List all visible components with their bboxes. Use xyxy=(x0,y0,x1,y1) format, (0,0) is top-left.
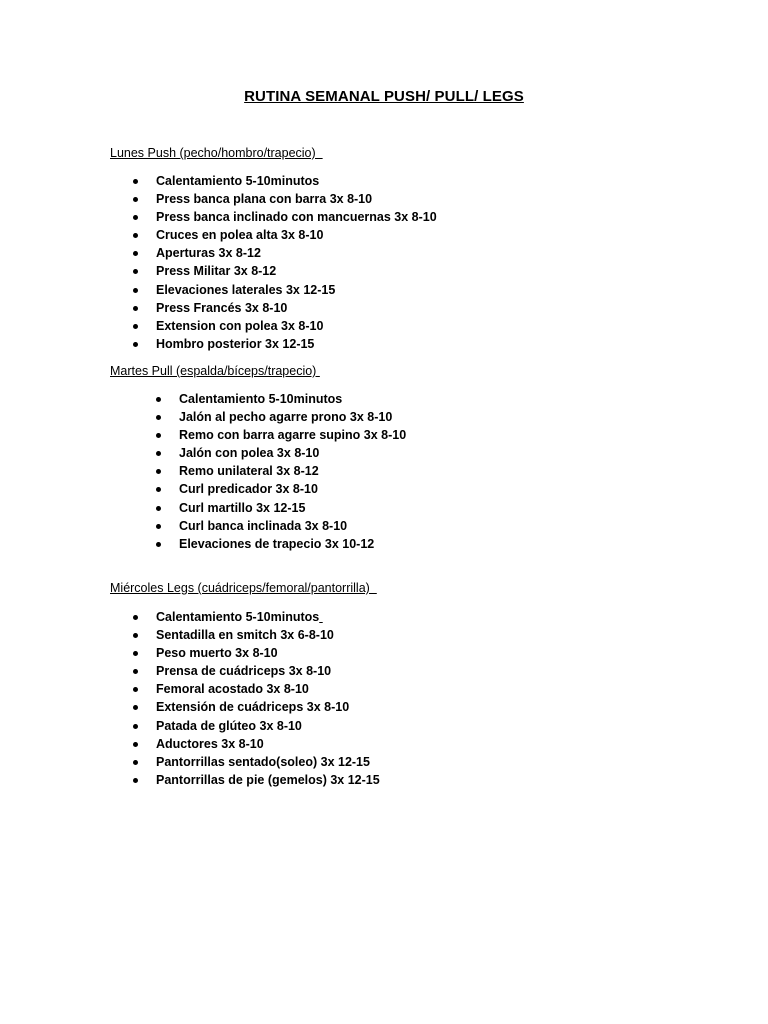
list-item xyxy=(110,408,406,426)
bullet-icon xyxy=(133,760,138,765)
list-item xyxy=(110,244,437,262)
list-item xyxy=(110,208,437,226)
list-item xyxy=(110,317,437,335)
bullet-icon xyxy=(133,633,138,638)
bullet-icon xyxy=(156,542,161,547)
list-item-text: Jalón con polea 3x 8-10 xyxy=(179,446,320,461)
list-item xyxy=(110,462,406,480)
list-item xyxy=(110,608,380,626)
list-item-text: Remo con barra agarre supino 3x 8-10 xyxy=(179,428,407,443)
list-item xyxy=(110,735,380,753)
bullet-icon xyxy=(133,197,138,202)
bullet-icon xyxy=(156,487,161,492)
list-item-text: Elevaciones laterales 3x 12-15 xyxy=(156,282,336,297)
list-item xyxy=(110,281,437,299)
list-item xyxy=(110,172,437,190)
list-item-text: Remo unilateral 3x 8-12 xyxy=(179,464,319,479)
list-item-text: Press Militar 3x 8-12 xyxy=(156,264,277,279)
bullet-icon xyxy=(133,251,138,256)
list-item-text: Cruces en polea alta 3x 8-10 xyxy=(156,228,324,243)
bullet-icon xyxy=(156,397,161,402)
bullet-icon xyxy=(156,451,161,456)
bullet-icon xyxy=(133,342,138,347)
list-item-text: Peso muerto 3x 8-10 xyxy=(156,646,278,661)
list-item-text: Calentamiento 5-10minutos xyxy=(179,392,343,406)
list-item xyxy=(110,299,437,317)
list-item-text: Press banca plana con barra 3x 8-10 xyxy=(156,192,373,207)
bullet-icon xyxy=(133,306,138,311)
list-item xyxy=(110,626,380,644)
list-item-text: Femoral acostado 3x 8-10 xyxy=(156,682,309,697)
list-item-text: Pantorrillas sentado(soleo) 3x 12-15 xyxy=(156,754,370,769)
list-item-text: Extensión de cuádriceps 3x 8-10 xyxy=(156,700,350,715)
bullet-icon xyxy=(133,215,138,220)
list-item-text: Curl banca inclinada 3x 8-10 xyxy=(179,518,348,533)
list-item xyxy=(110,662,380,680)
bullet-icon xyxy=(133,778,138,783)
list-item-text: Press banca inclinado con mancuernas 3x 8-10 xyxy=(156,210,437,225)
list-item-text: Calentamiento 5-10minutos xyxy=(156,174,320,188)
list-item xyxy=(110,680,380,698)
list-item xyxy=(110,190,437,208)
bullet-icon xyxy=(133,724,138,729)
list-item xyxy=(110,335,437,353)
list-item-text: Hombro posterior 3x 12-15 xyxy=(156,336,315,351)
bullet-icon xyxy=(133,687,138,692)
exercise-list-martes xyxy=(110,390,406,553)
list-item xyxy=(110,444,406,462)
bullet-icon xyxy=(133,324,138,329)
exercise-list-miercoles xyxy=(110,608,380,789)
bullet-icon xyxy=(156,506,161,511)
section-heading-miercoles: Miércoles Legs (cuádriceps/femoral/pantorrilla) xyxy=(110,581,377,595)
bullet-icon xyxy=(133,669,138,674)
list-item-text: Patada de glúteo 3x 8-10 xyxy=(156,718,302,733)
bullet-icon xyxy=(133,233,138,238)
section-heading-martes: Martes Pull (espalda/bíceps/trapecio) xyxy=(110,364,320,378)
list-item xyxy=(110,262,437,280)
bullet-icon xyxy=(133,615,138,620)
list-item xyxy=(110,426,406,444)
list-item xyxy=(110,698,380,716)
bullet-icon xyxy=(133,269,138,274)
bullet-icon xyxy=(156,415,161,420)
list-item xyxy=(110,644,380,662)
list-item-text: Curl predicador 3x 8-10 xyxy=(179,482,318,497)
bullet-icon xyxy=(156,469,161,474)
page-title: RUTINA SEMANAL PUSH/ PULL/ LEGS xyxy=(244,88,524,105)
bullet-icon xyxy=(133,705,138,710)
bullet-icon xyxy=(156,524,161,529)
bullet-icon xyxy=(133,651,138,656)
list-item-text: Prensa de cuádriceps 3x 8-10 xyxy=(156,664,332,679)
list-item xyxy=(110,717,380,735)
list-item xyxy=(110,480,406,498)
bullet-icon xyxy=(133,179,138,184)
list-item-text: Sentadilla en smitch 3x 6-8-10 xyxy=(156,628,334,643)
list-item xyxy=(110,771,380,789)
section-heading-lunes: Lunes Push (pecho/hombro/trapecio) xyxy=(110,146,323,160)
list-item-text: Aperturas 3x 8-12 xyxy=(156,246,261,261)
list-item xyxy=(110,226,437,244)
list-item xyxy=(110,390,406,408)
list-item-text: Jalón al pecho agarre prono 3x 8-10 xyxy=(179,410,393,425)
list-item-text: Elevaciones de trapecio 3x 10-12 xyxy=(179,536,375,551)
bullet-icon xyxy=(133,742,138,747)
list-item-text: Calentamiento 5-10minutos xyxy=(156,610,320,624)
list-item xyxy=(110,753,380,771)
bullet-icon xyxy=(156,433,161,438)
list-item-text: Pantorrillas de pie (gemelos) 3x 12-15 xyxy=(156,772,380,787)
list-item-text: Extension con polea 3x 8-10 xyxy=(156,318,324,333)
list-item xyxy=(110,535,406,553)
bullet-icon xyxy=(133,288,138,293)
list-item-text: Press Francés 3x 8-10 xyxy=(156,300,288,315)
exercise-list-lunes xyxy=(110,172,437,353)
list-item-text: Aductores 3x 8-10 xyxy=(156,736,264,751)
list-item-text: Curl martillo 3x 12-15 xyxy=(179,500,306,515)
list-item xyxy=(110,517,406,535)
list-item xyxy=(110,499,406,517)
trailing-underline xyxy=(319,610,322,624)
